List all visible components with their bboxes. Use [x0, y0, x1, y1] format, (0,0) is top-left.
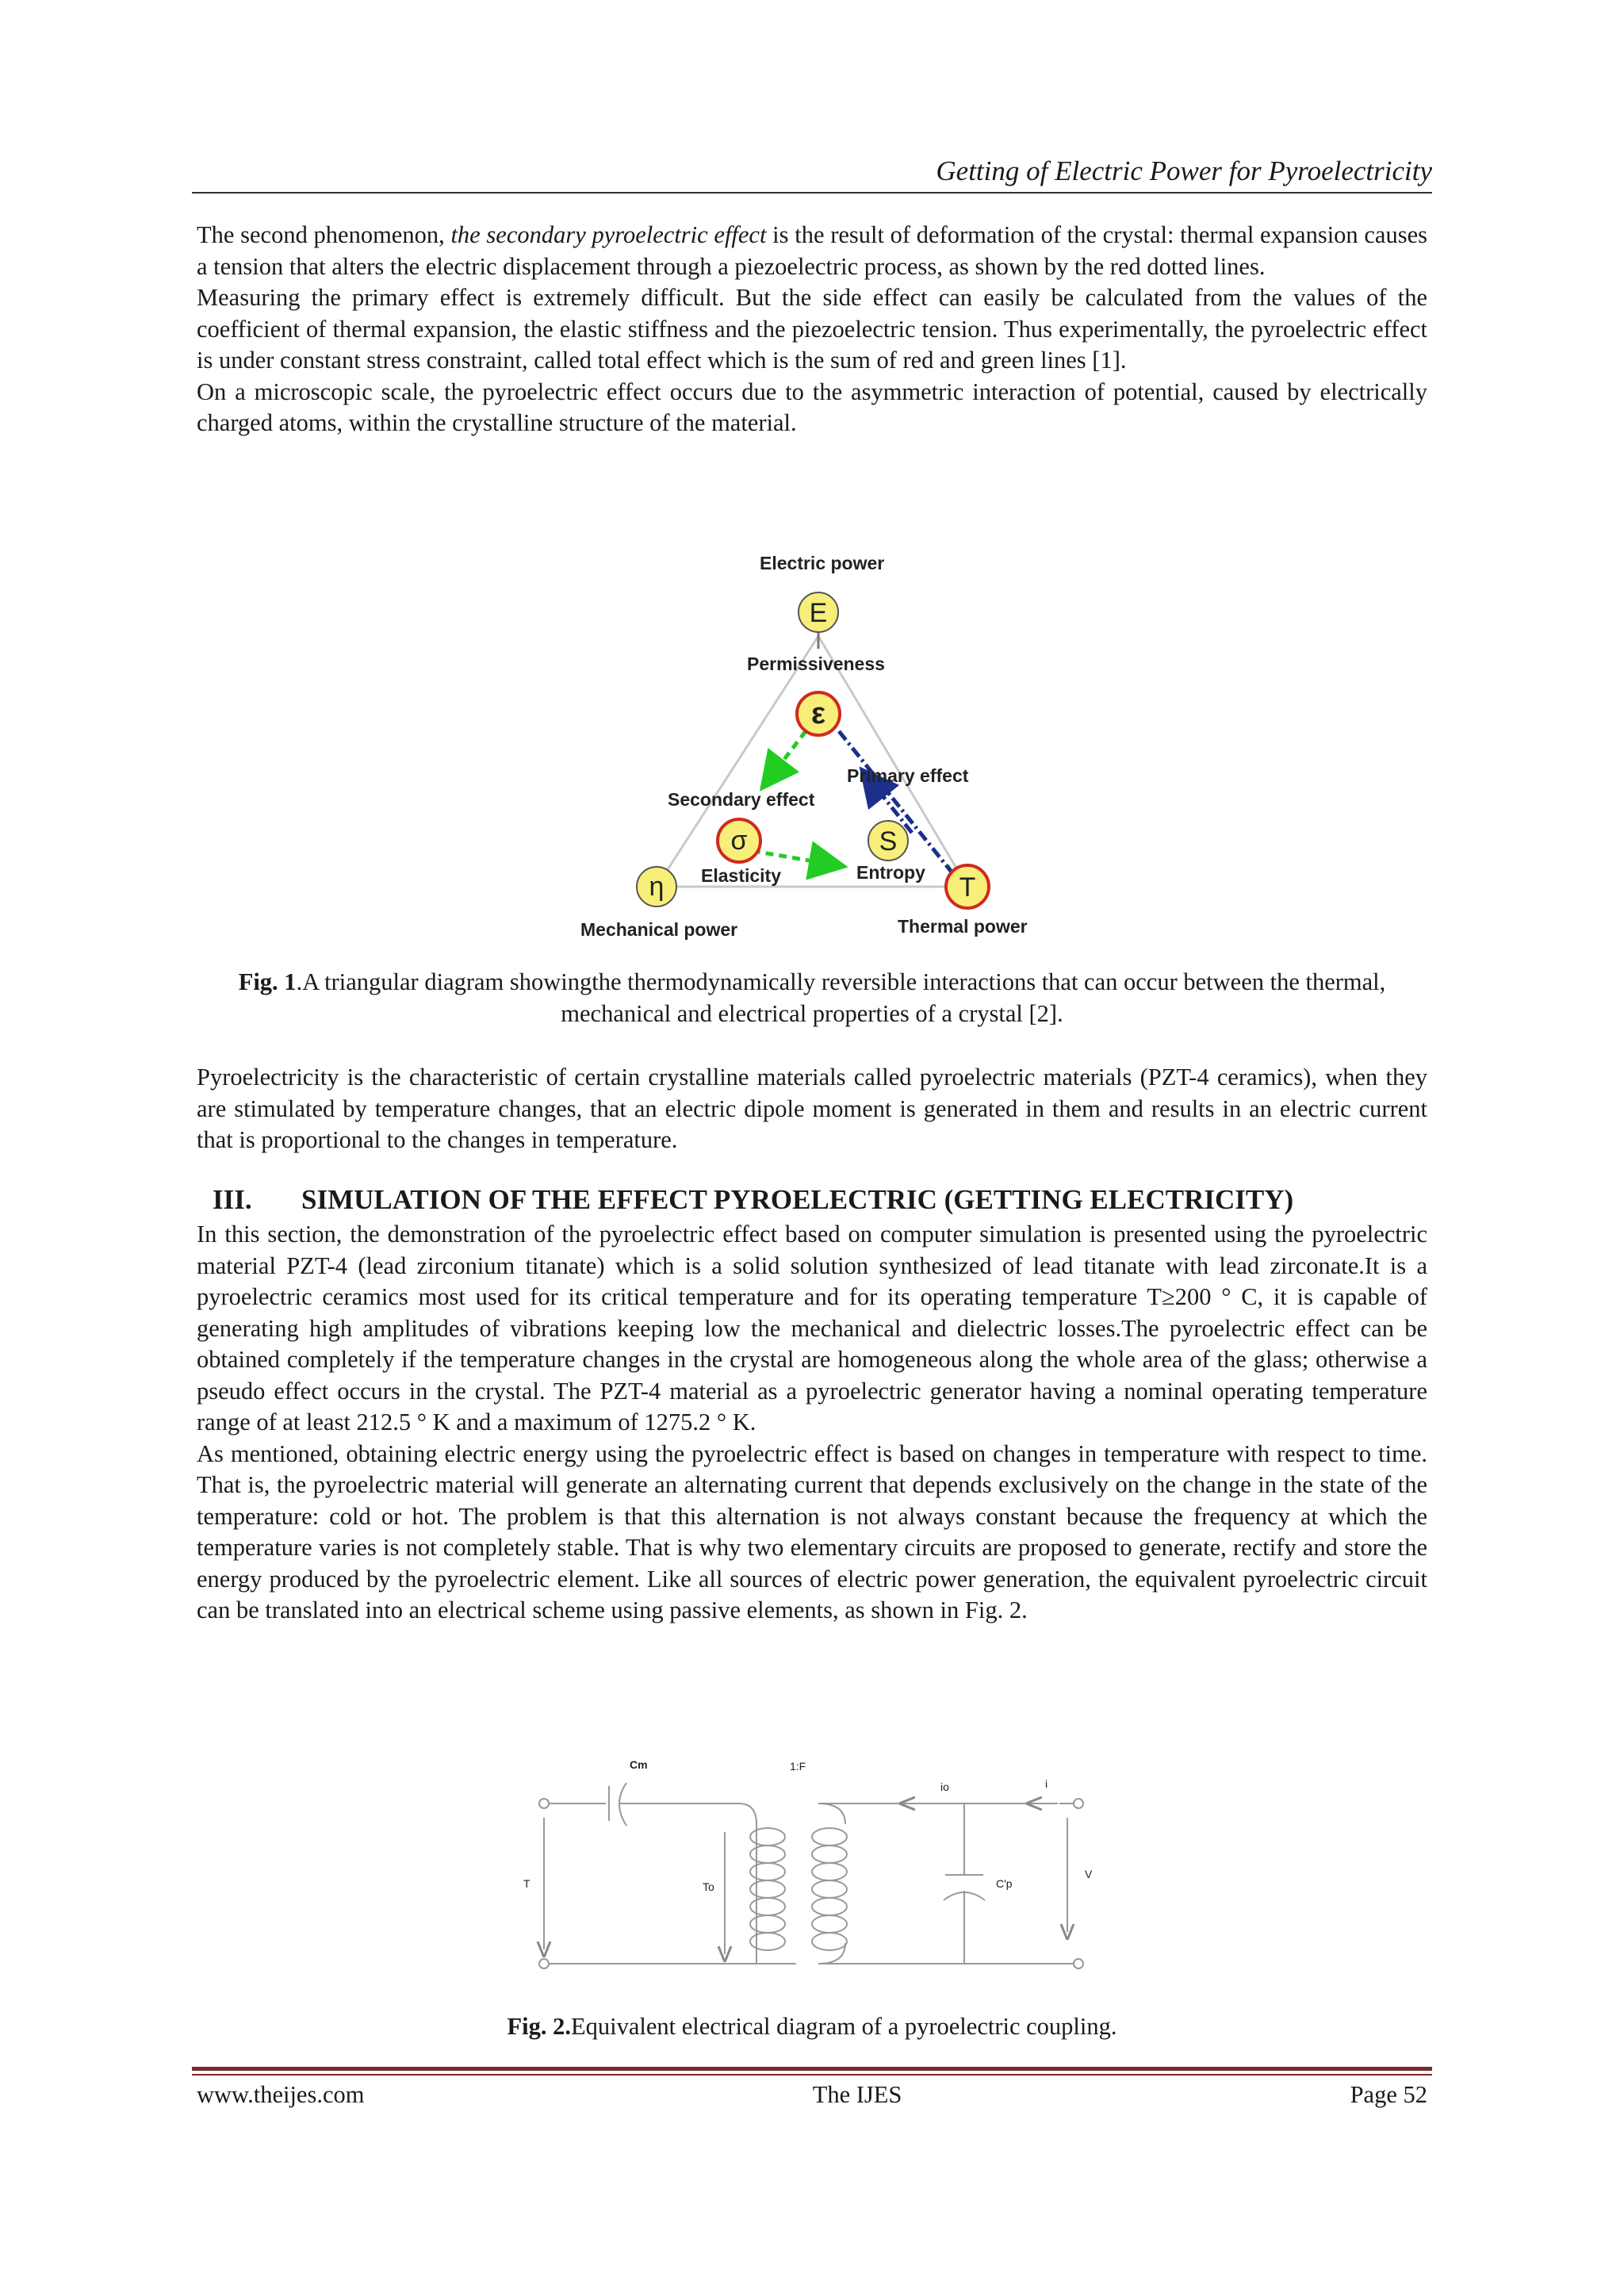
label-entropy: Entropy — [856, 862, 925, 883]
section-3-text — [197, 1219, 1427, 1627]
terminal-right-bottom — [1074, 1959, 1083, 1968]
terminal-left-top — [539, 1799, 549, 1808]
term-secondary-effect: the secondary pyroelectric effect — [450, 221, 767, 248]
label-io: io — [940, 1780, 949, 1793]
header-rule — [192, 192, 1432, 194]
symbol-t: T — [959, 872, 976, 903]
paragraph-microscopic: On a microscopic scale, the pyroelectric effect occurs due to the asymmetric interaction of potential, caused by electrically charged atoms, within the crystalline structure of the material. — [197, 378, 1427, 436]
section-title: SIMULATION OF THE EFFECT PYROELECTRIC (GETTING ELECTRICITY) — [301, 1184, 1294, 1215]
figure-1-label: Fig. 1 — [238, 968, 297, 995]
label-thermal-power: Thermal power — [898, 916, 1028, 937]
label-cm: Cm — [630, 1758, 648, 1771]
paragraph-primary-effect: Measuring the primary effect is extremely difficult. But the side effect can easily be calculated from the values of the coefficient of thermal expansion, the elastic stiffness and the piezoelectric tension. Thus experimentally, the pyroelectric effect is under constant stress constraint, called total effect which is the sum of red and green lines [1]. — [197, 284, 1427, 374]
symbol-e: E — [809, 598, 828, 628]
label-v: V — [1085, 1868, 1093, 1880]
label-mechanical-power: Mechanical power — [580, 919, 738, 940]
section-heading — [213, 1182, 1293, 1217]
footer-page-number: Page 52 — [1350, 2081, 1427, 2108]
running-title: Getting of Electric Power for Pyroelectricity — [936, 155, 1432, 186]
intro-text — [197, 220, 1427, 439]
pyroelectricity-paragraph: Pyroelectricity is the characteristic of certain crystalline materials called pyroelectric materials (PZT-4 ceramics), when they are stimulated by temperature changes, that an electric dipole moment is generated in them and results in an electric current that is proportional to the changes in temperature. — [197, 1064, 1427, 1153]
secondary-effect-arrow — [769, 731, 806, 779]
paragraph-simulation: In this section, the demonstration of the pyroelectric effect based on computer simulation is presented using the pyroelectric material PZT-4 (lead zirconium titanate) which is a solid solution synthesized of lead titanate with lead zirconate.It is a pyroelectric ceramics most used for its critical temperature and for its operating temperature T≥200 ° C, it is capable of generating high amplitudes of vibrations keeping low the mechanical and dielectric losses.The pyroelectric effect can be obtained completely if the temperature changes in the crystal are homogeneous along the whole area of the glass; otherwise a pseudo effect occurs in the crystal. The PZT-4 material as a pyroelectric generator having a nominal operating temperature range of at least 212.5 ° K and a maximum of 1275.2 ° K. — [197, 1221, 1427, 1435]
primary-effect-arrow — [839, 731, 959, 882]
label-cp: C'p — [996, 1877, 1013, 1890]
figure-2-label: Fig. 2. — [507, 2013, 571, 2040]
figure-2-circuit-diagram — [523, 1745, 1113, 1983]
label-t: T — [523, 1877, 530, 1890]
figure-2-caption: Fig. 2.Equivalent electrical diagram of a pyroelectric coupling. — [507, 2013, 1117, 2040]
label-secondary-effect: Secondary effect — [668, 789, 815, 810]
symbol-s: S — [879, 826, 898, 857]
footer-journal: The IJES — [812, 2081, 902, 2108]
figure-1-caption: Fig. 1.A triangular diagram showingthe thermodynamically reversible interactions that can occur between the thermal, mechanical and electrical properties of a crystal [2]. — [238, 968, 1386, 1027]
label-elasticity: Elasticity — [701, 865, 781, 886]
primary-coil — [750, 1828, 785, 1950]
label-to: To — [703, 1880, 714, 1893]
section-number: III. — [213, 1184, 252, 1215]
label-ratio: 1:F — [790, 1760, 806, 1773]
figure-1-triangle-diagram — [571, 547, 1063, 948]
paragraph-secondary-effect: The second phenomenon, the secondary pyroelectric effect is the result of deformation of the crystal: thermal expansion causes a tension that alters the electric displacement through a piezoelectric process, as shown by the red dotted lines. — [197, 221, 1427, 280]
page-footer — [197, 2079, 1427, 2110]
paragraph-obtaining-energy: As mentioned, obtaining electric energy using the pyroelectric effect is based on changes in temperature with respect to time. That is, the pyroelectric material will generate an alternating current that depends exclusively on the change in the state of the temperature: cold or hot. The problem is that this alternation is not always constant because the frequency at which the temperature varies is not completely stable. That is why two elementary circuits are proposed to generate, rectify and store the energy produced by the pyroelectric element. Like all sources of electric power generation, the equivalent pyroelectric circuit can be translated into an electrical scheme using passive elements, as shown in Fig. 2. — [197, 1439, 1427, 1623]
secondary-coil — [812, 1828, 847, 1950]
label-permissiveness: Permissiveness — [747, 654, 885, 674]
label-primary-effect: Primary effect — [847, 765, 969, 786]
terminal-left-bottom — [539, 1959, 549, 1968]
label-i: i — [1045, 1777, 1048, 1790]
footer-rule-thin — [192, 2074, 1432, 2076]
footer-rule — [192, 2067, 1432, 2071]
symbol-epsilon: ε — [810, 697, 826, 730]
symbol-sigma: σ — [730, 826, 748, 856]
label-electric-power: Electric power — [760, 553, 885, 573]
symbol-eta: η — [649, 872, 665, 902]
footer-website: www.theijes.com — [197, 2081, 365, 2108]
terminal-right-top — [1074, 1799, 1083, 1808]
